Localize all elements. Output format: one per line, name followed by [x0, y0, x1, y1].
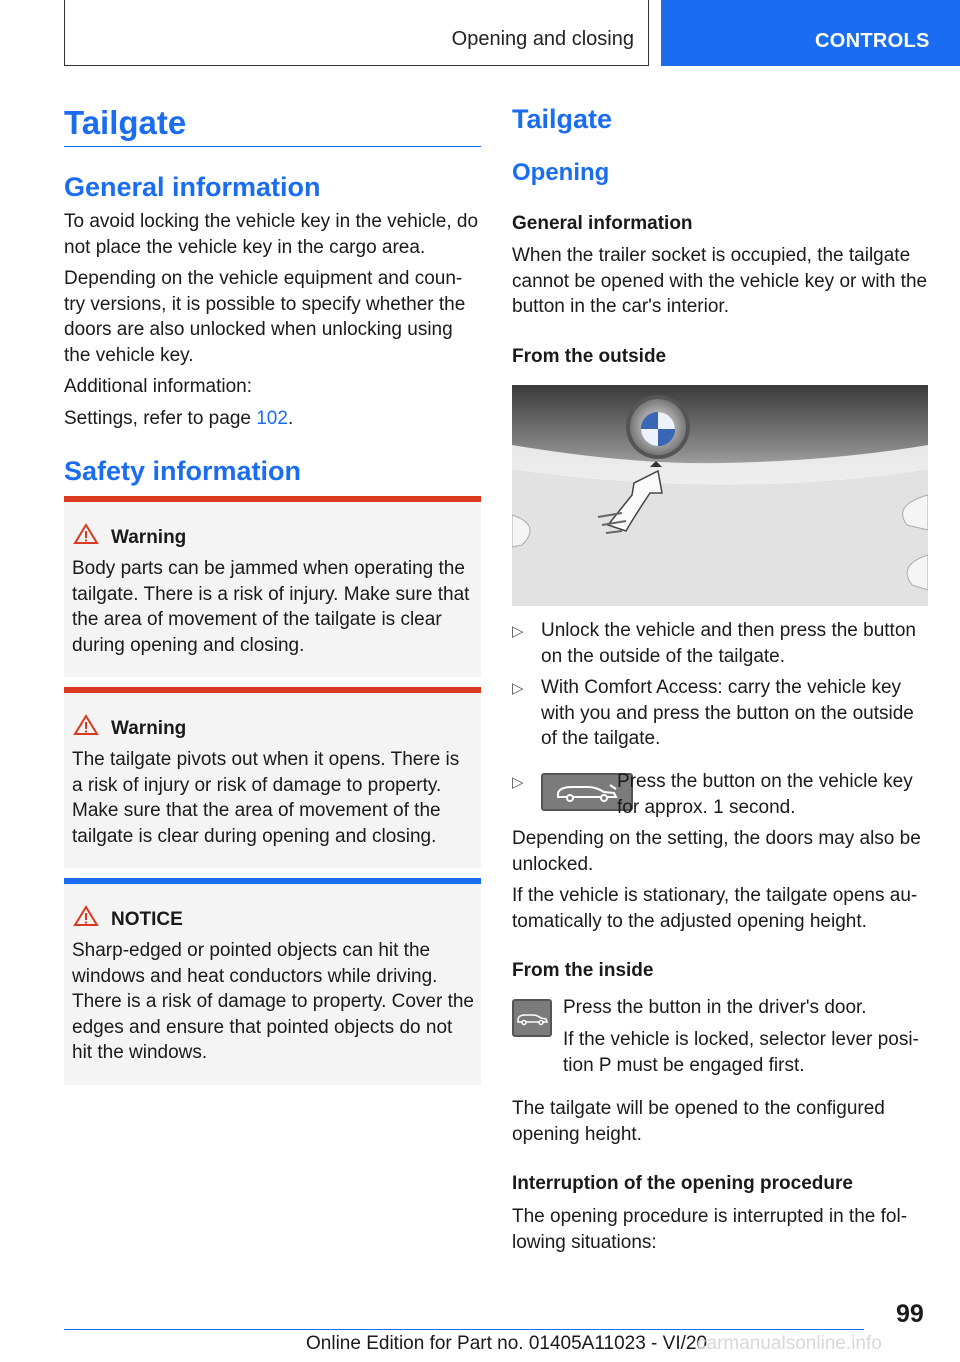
footer-edition: Online Edition for Part no. 01405A11023 - VI/20	[306, 1333, 708, 1354]
right-title: Tailgate	[512, 104, 613, 134]
warning-text: The tailgate pivots out when it opens. There is a risk of injury or risk of damage to property. Make sure that the area of movement of the tailgate is clear during opening and closing.	[72, 749, 460, 847]
notice-title: NOTICE	[111, 909, 183, 930]
additional-info-label: Additional information:	[64, 376, 252, 397]
configured-height-text: The tailgate will be opened to the configured opening height.	[512, 1098, 885, 1145]
door-tailgate-button-icon	[512, 999, 552, 1037]
from-inside-heading: From the inside	[512, 960, 654, 981]
header-section-box	[64, 0, 649, 66]
doors-unlocked-text: Depending on the setting, the doors may also be unlocked.	[512, 828, 921, 875]
general-info-heading: General information	[64, 172, 321, 202]
header-chapter-title: CONTROLS	[815, 30, 930, 52]
bullet-marker: ▷	[512, 623, 524, 640]
right-general-heading: General information	[512, 213, 693, 234]
warning-bar	[64, 496, 481, 502]
general-info-p2: Depending on the vehicle equipment and coun-try versions, it is possible to specify whether the doors are also unlocked when unlocking using the vehicle key.	[64, 268, 466, 366]
warning-triangle-icon	[73, 714, 99, 736]
warning-text: Body parts can be jammed when operating the tailgate. There is a risk of injury. Make sure that the area of movement of the tailgate is clear during opening and closing.	[72, 558, 470, 656]
interruption-heading: Interruption of the opening procedure	[512, 1173, 853, 1194]
settings-reference: Settings, refer to page 102.	[64, 408, 294, 429]
warning-box-1	[64, 496, 481, 677]
opening-heading: Opening	[512, 159, 610, 186]
from-outside-heading: From the outside	[512, 346, 667, 367]
title-rule	[64, 146, 481, 147]
warning-title: Warning	[111, 718, 187, 739]
notice-triangle-icon	[73, 905, 99, 927]
watermark: carmanualsonline.info	[697, 1333, 882, 1354]
safety-info-heading: Safety information	[64, 456, 302, 486]
warning-triangle-icon	[73, 523, 99, 545]
car-trunk-icon	[552, 779, 622, 805]
bullet-unlock: Unlock the vehicle and then press the button on the outside of the tailgate.	[541, 620, 916, 667]
warning-bar	[64, 687, 481, 693]
warning-box-2	[64, 687, 481, 868]
warning-title: Warning	[111, 527, 187, 548]
notice-text: Sharp-edged or pointed objects can hit the windows and heat conductors while driving. There is a risk of damage to property. Cover the edges and ensure that pointed objects do not hit the windows.	[72, 940, 474, 1063]
car-trunk-icon	[515, 1008, 549, 1028]
general-info-p1: To avoid locking the vehicle key in the vehicle, do not place the vehicle key in the cargo area.	[64, 211, 479, 258]
bullet-marker: ▷	[512, 774, 524, 791]
notice-bar	[64, 878, 481, 884]
header-section-title: Opening and closing	[451, 28, 634, 50]
tailgate-button-photo	[512, 385, 928, 606]
interruption-text: The opening procedure is interrupted in the fol-lowing situations:	[512, 1206, 908, 1253]
bullet-comfort-access: With Comfort Access: carry the vehicle key with you and press the button on the outside of the tailgate.	[541, 677, 914, 749]
page-title: Tailgate	[64, 104, 187, 141]
bullet-marker: ▷	[512, 680, 524, 697]
notice-box	[64, 878, 481, 1085]
footer-rule	[64, 1329, 864, 1330]
page-link-102[interactable]: 102	[256, 408, 288, 429]
selector-lever-text: If the vehicle is locked, selector lever posi-tion P must be engaged first.	[563, 1029, 919, 1076]
bullet-key-press: Press the button on the vehicle key for approx. 1 second.	[617, 771, 913, 818]
page-number: 99	[896, 1300, 924, 1328]
trailer-socket-text: When the trailer socket is occupied, the tailgate cannot be opened with the vehicle key or with the button in the car's interior.	[512, 245, 928, 317]
stationary-text: If the vehicle is stationary, the tailgate opens au-tomatically to the adjusted opening height.	[512, 885, 918, 932]
driver-door-text: Press the button in the driver's door.	[563, 997, 867, 1018]
